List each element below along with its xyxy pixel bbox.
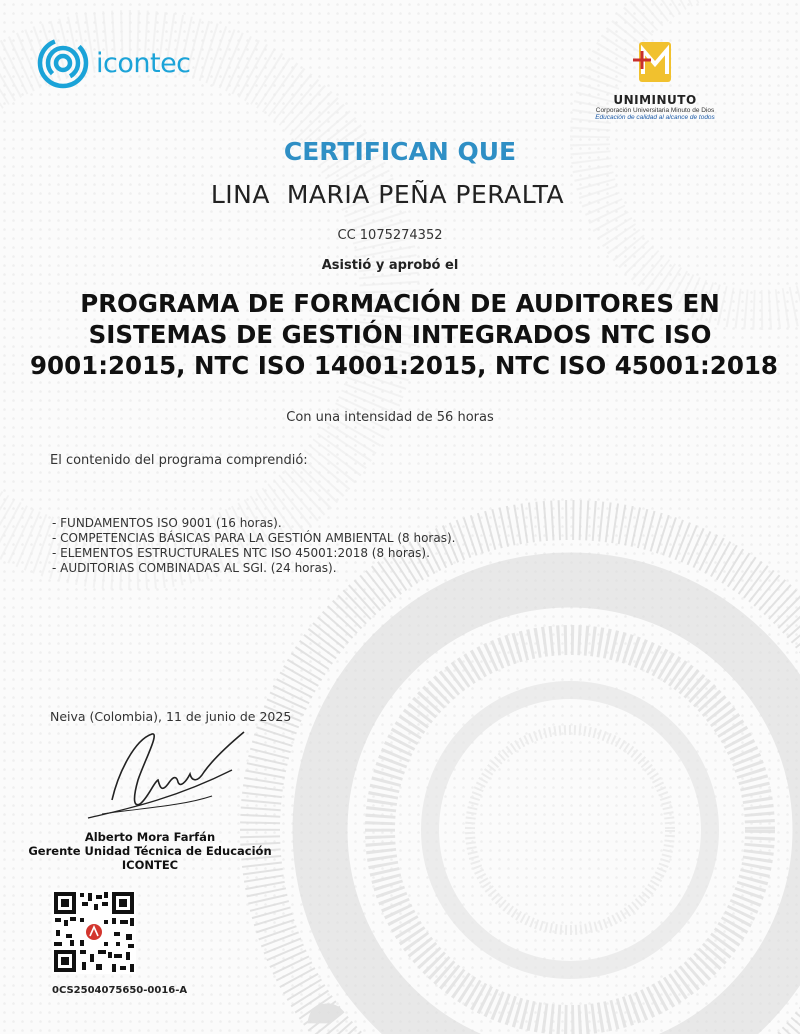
module-item: - AUDITORIAS COMBINADAS AL SGI. (24 horas). (52, 561, 337, 575)
signature (82, 722, 252, 830)
content-label: El contenido del programa comprendió: (50, 453, 308, 468)
signer-name: Alberto Mora Farfán (84, 830, 216, 844)
recipient-id: CC 1075274352 (337, 228, 443, 243)
icontec-logo (36, 36, 191, 90)
signer-title: Gerente Unidad Técnica de Educación ICONTEC (28, 844, 272, 872)
uniminuto-emblem-icon (625, 40, 685, 86)
icontec-wordmark: icontec (96, 47, 191, 79)
module-list (52, 516, 455, 576)
place-and-date: Neiva (Colombia), 11 de junio de 2025 (50, 709, 292, 724)
uniminuto-name: UNIMINUTO (613, 93, 697, 107)
attended-label: Asistió y aprobó el (321, 258, 459, 273)
uniminuto-slogan: Educación de calidad al alcance de todos (595, 114, 715, 121)
recipient-name: LINA MARIA PEÑA PERALTA (210, 180, 565, 209)
qr-code[interactable] (52, 890, 136, 974)
module-item: - ELEMENTOS ESTRUCTURALES NTC ISO 45001:2018 (8 horas). (52, 546, 430, 560)
uniminuto-subtitle: Corporación Universitaria Minuto de Dios (595, 107, 715, 114)
uniminuto-logo (580, 40, 730, 121)
certificate-heading: CERTIFICAN QUE (283, 137, 517, 166)
module-item: - COMPETENCIAS BÁSICAS PARA LA GESTIÓN AMBIENTAL (8 horas). (52, 531, 456, 545)
verification-code: 0CS2504075650-0016-A (52, 985, 188, 996)
program-intensity: Con una intensidad de 56 horas (286, 410, 494, 425)
icontec-symbol-icon (36, 36, 90, 90)
program-title (30, 288, 778, 381)
program-title-line: PROGRAMA DE FORMACIÓN DE AUDITORES EN (80, 289, 720, 318)
program-title-line: SISTEMAS DE GESTIÓN INTEGRADOS NTC ISO (88, 320, 712, 349)
signer-block (10, 830, 290, 872)
module-item: - FUNDAMENTOS ISO 9001 (16 horas). (52, 516, 282, 530)
program-title-line: 9001:2015, NTC ISO 14001:2015, NTC ISO 45001:2018 (30, 351, 778, 380)
